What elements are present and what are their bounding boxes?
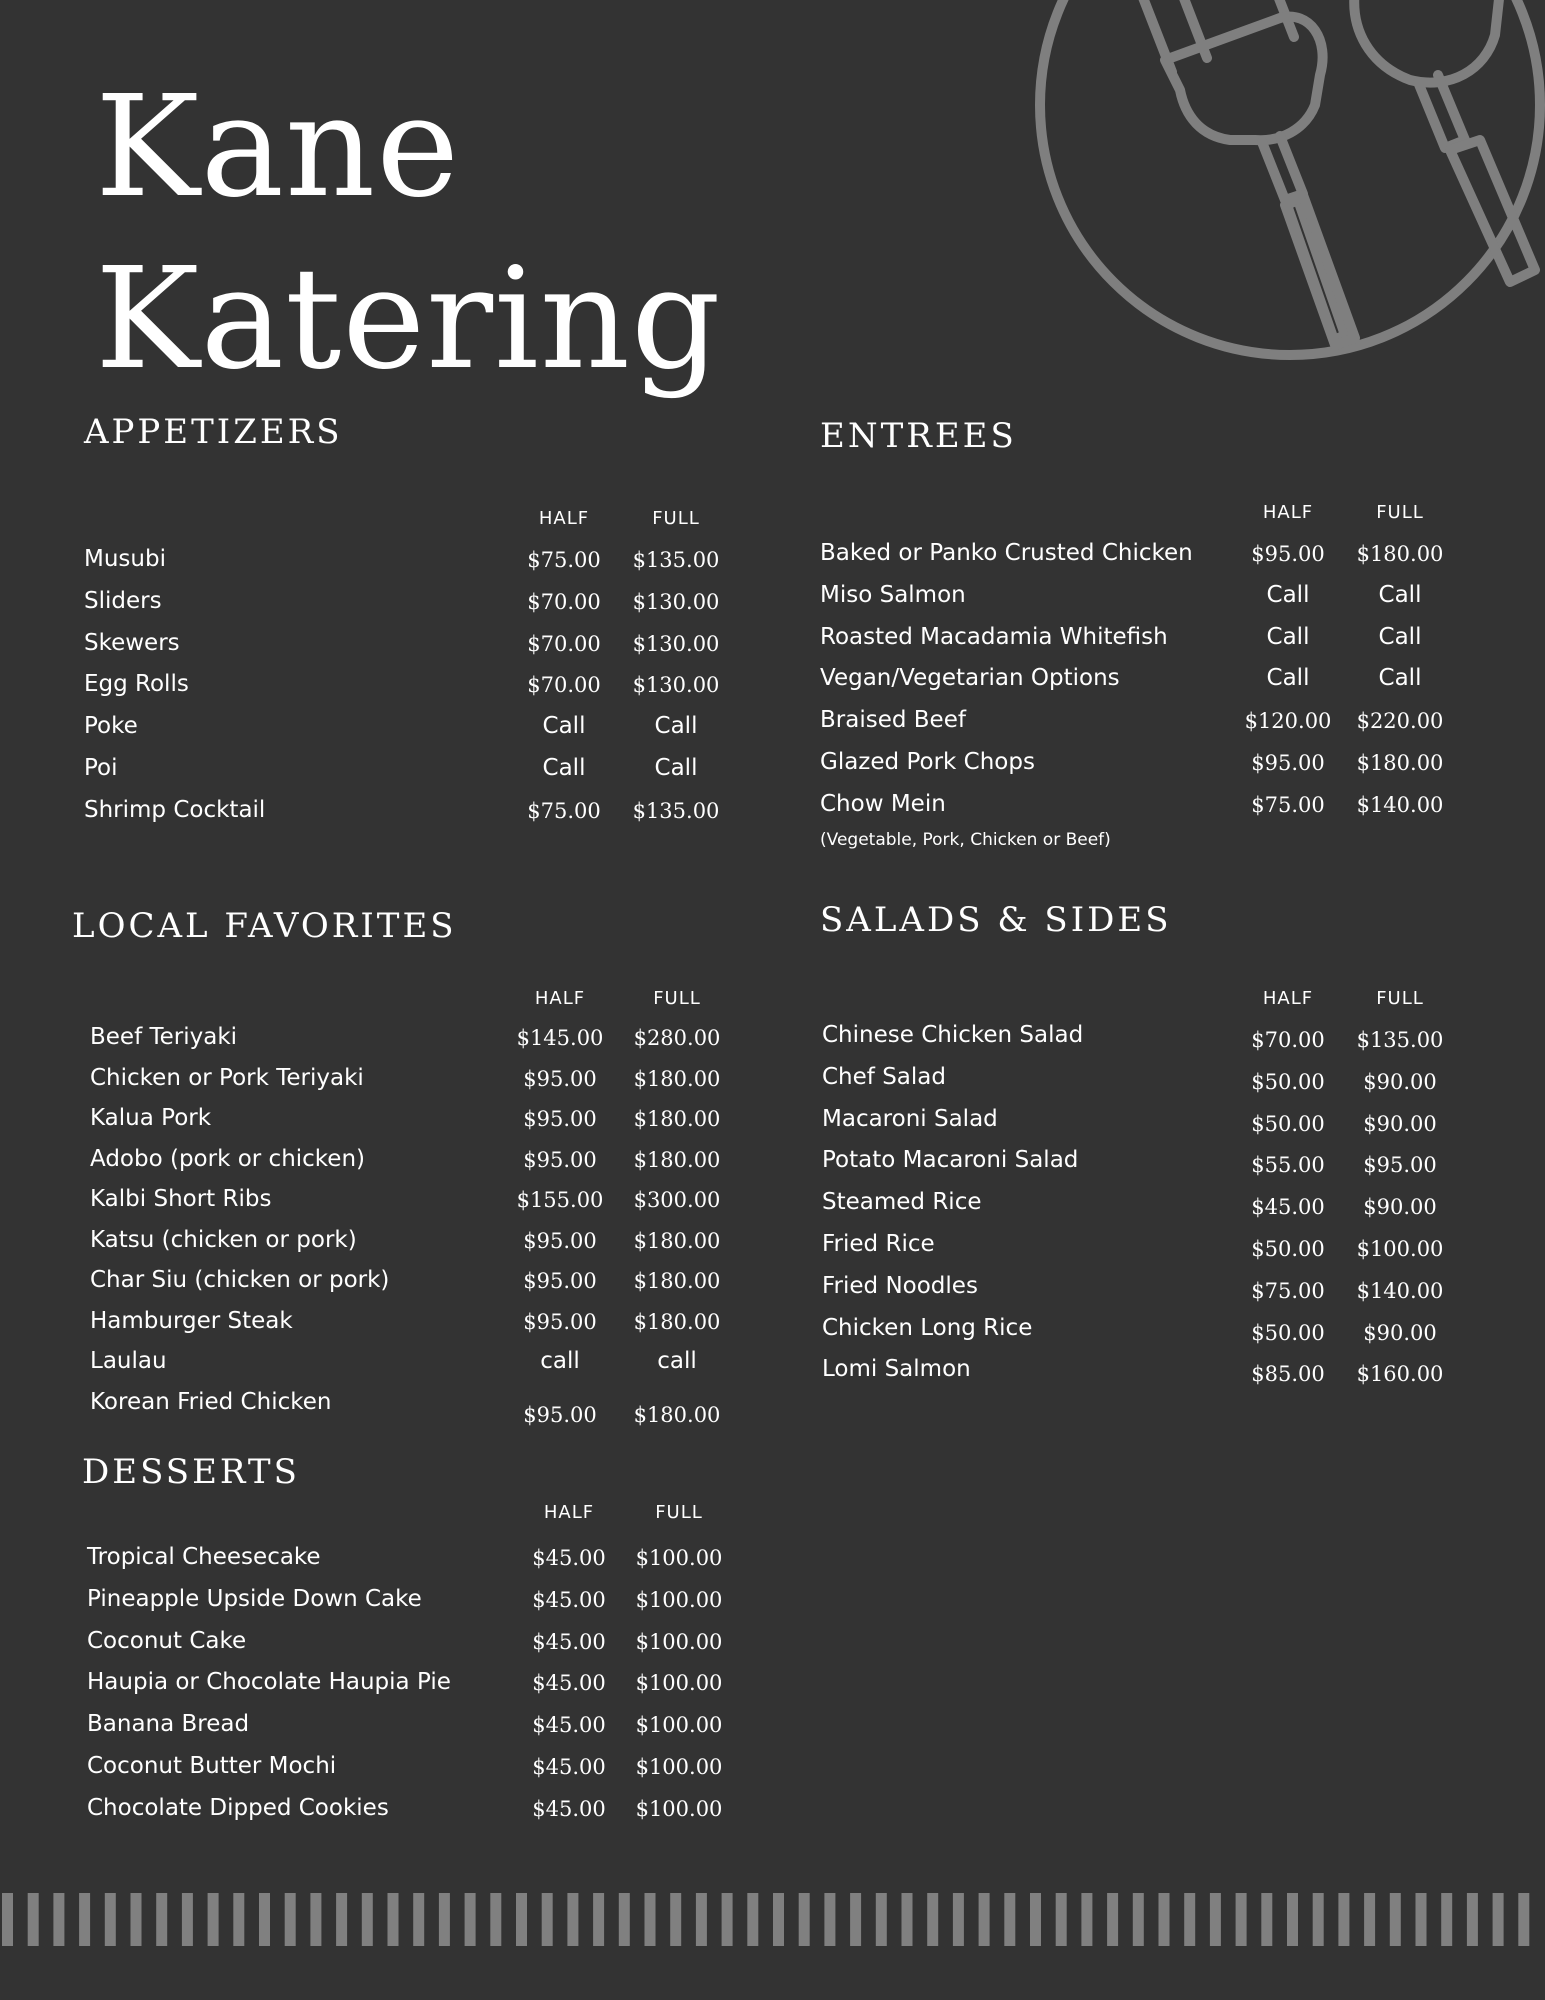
stripe	[747, 1893, 758, 1946]
menu-item	[820, 791, 1460, 833]
price-half: $70.00	[1251, 1028, 1325, 1052]
price-full: $100.00	[635, 1713, 723, 1738]
price-full: $90.00	[1363, 1320, 1437, 1345]
item-name: Coconut Butter Mochi	[87, 1752, 337, 1779]
menu-item	[84, 755, 724, 797]
section-title: LOCAL FAVORITES	[72, 906, 457, 946]
stripe	[1518, 1893, 1529, 1946]
menu-item	[90, 1389, 730, 1430]
menu-item	[820, 749, 1460, 791]
stripe	[28, 1893, 39, 1946]
stripe	[1441, 1893, 1452, 1946]
stripe	[773, 1893, 784, 1946]
price-half: $70.00	[527, 589, 601, 614]
column-header-full: FULL	[652, 508, 700, 529]
price-full: $180.00	[633, 1147, 721, 1172]
price-full: $100.00	[635, 1629, 723, 1654]
price-half: $95.00	[523, 1066, 597, 1091]
stripe	[208, 1893, 219, 1946]
price-full: $180.00	[633, 1228, 721, 1253]
stripe	[1416, 1893, 1427, 1946]
menu-item	[90, 1105, 730, 1146]
price-full: $90.00	[1363, 1069, 1437, 1094]
item-name: Hamburger Steak	[90, 1307, 293, 1334]
price-full: $130.00	[632, 631, 720, 656]
stripe-border	[0, 1893, 1545, 1946]
item-name: Poi	[84, 754, 118, 781]
menu-item	[90, 1146, 730, 1187]
menu-item	[822, 1356, 1462, 1398]
stripe	[1210, 1893, 1221, 1946]
price-half: Call	[1266, 665, 1310, 692]
stripe	[1107, 1893, 1118, 1946]
stripe	[1236, 1893, 1247, 1946]
chow-mein-note: (Vegetable, Pork, Chicken or Beef)	[820, 830, 1111, 850]
stripe	[902, 1893, 913, 1946]
price-half: $75.00	[1251, 1278, 1325, 1303]
menu-item	[87, 1753, 727, 1795]
section-salads-sides	[820, 900, 1480, 1400]
menu-item	[90, 1186, 730, 1227]
item-name: Fried Rice	[822, 1230, 935, 1257]
stripe	[1313, 1893, 1324, 1946]
menu-item	[84, 546, 724, 588]
column-header-half: HALF	[1262, 502, 1314, 523]
price-half: Call	[542, 754, 586, 781]
menu-item	[90, 1308, 730, 1349]
menu-item	[90, 1024, 730, 1065]
title-line-2: Katering	[95, 238, 722, 401]
price-full: $100.00	[635, 1796, 723, 1821]
price-full: $180.00	[633, 1107, 721, 1131]
item-name: Chow Mein	[820, 790, 946, 817]
stripe	[388, 1893, 399, 1946]
price-half: $95.00	[523, 1228, 597, 1253]
stripe	[567, 1893, 578, 1946]
price-half: $145.00	[516, 1026, 604, 1050]
stripe	[413, 1893, 424, 1946]
price-half: $45.00	[532, 1629, 606, 1654]
menu-item	[822, 1315, 1462, 1357]
stripe	[53, 1893, 64, 1946]
stripe	[1030, 1893, 1041, 1946]
stripe	[465, 1893, 476, 1946]
item-name: Coconut Cake	[87, 1627, 247, 1654]
price-half: $50.00	[1251, 1236, 1325, 1261]
price-full: $180.00	[1356, 750, 1444, 775]
price-half: $75.00	[527, 548, 601, 572]
stripe	[1056, 1893, 1067, 1946]
item-name: Kalua Pork	[90, 1105, 212, 1131]
stripe	[105, 1893, 116, 1946]
stripe	[1004, 1893, 1015, 1946]
price-full: $130.00	[632, 589, 720, 614]
menu-item	[822, 1147, 1462, 1189]
price-full: $140.00	[1356, 792, 1444, 817]
price-full: $220.00	[1356, 709, 1444, 734]
stripe	[490, 1893, 501, 1946]
stripe	[259, 1893, 270, 1946]
stripe	[876, 1893, 887, 1946]
item-name: Musubi	[84, 546, 166, 572]
menu-item	[84, 713, 724, 755]
item-name: Sliders	[84, 587, 162, 614]
price-full: Call	[1378, 581, 1422, 608]
item-name: Miso Salmon	[820, 581, 966, 608]
menu-item	[87, 1669, 727, 1711]
stripe	[79, 1893, 90, 1946]
price-half: call	[540, 1348, 580, 1374]
stripe	[233, 1893, 244, 1946]
price-full: $130.00	[632, 673, 720, 698]
item-name: Steamed Rice	[822, 1189, 982, 1216]
menu-item	[84, 630, 724, 672]
price-half: $95.00	[523, 1269, 597, 1293]
menu-item	[87, 1586, 727, 1628]
item-name: Haupia or Chocolate Haupia Pie	[87, 1669, 451, 1696]
stripe	[824, 1893, 835, 1946]
price-half: $50.00	[1251, 1111, 1325, 1136]
item-name: Banana Bread	[87, 1711, 250, 1738]
price-half: $45.00	[532, 1754, 606, 1779]
stripe	[1133, 1893, 1144, 1946]
item-name: Adobo (pork or chicken)	[90, 1145, 366, 1172]
price-full: $180.00	[633, 1309, 721, 1334]
stripe	[285, 1893, 296, 1946]
stripe	[799, 1893, 810, 1946]
item-name: Glazed Pork Chops	[820, 748, 1035, 775]
price-half: $70.00	[527, 673, 601, 698]
price-full: $100.00	[635, 1587, 723, 1612]
item-name: Lomi Salmon	[822, 1356, 971, 1383]
item-name: Chocolate Dipped Cookies	[87, 1794, 389, 1821]
stripe	[1467, 1893, 1478, 1946]
section-title: APPETIZERS	[84, 412, 343, 452]
stripe	[850, 1893, 861, 1946]
menu-item	[87, 1628, 727, 1670]
price-half: Call	[1266, 581, 1310, 608]
section-local-favorites	[72, 906, 732, 1436]
stripe	[927, 1893, 938, 1946]
item-name: Chicken or Pork Teriyaki	[90, 1064, 364, 1091]
menu-item	[820, 582, 1460, 624]
price-full: $180.00	[1356, 542, 1444, 566]
menu-item	[820, 624, 1460, 666]
price-full: $300.00	[633, 1188, 721, 1212]
item-name: Chicken Long Rice	[822, 1314, 1033, 1341]
price-half: Call	[542, 713, 586, 740]
price-full: $160.00	[1356, 1362, 1444, 1387]
menu-item	[84, 797, 724, 839]
price-full: $180.00	[633, 1066, 721, 1091]
menu-item	[87, 1795, 727, 1837]
price-half: Call	[1266, 623, 1310, 650]
stripe	[1493, 1893, 1504, 1946]
price-full: $100.00	[635, 1754, 723, 1779]
stripe	[696, 1893, 707, 1946]
price-full: $95.00	[1363, 1153, 1437, 1178]
column-header-half: HALF	[538, 508, 590, 529]
stripe	[542, 1893, 553, 1946]
price-half: $70.00	[527, 631, 601, 656]
price-half: $95.00	[1251, 750, 1325, 775]
item-name: Macaroni Salad	[822, 1105, 998, 1132]
section-title: SALADS & SIDES	[820, 900, 1172, 940]
price-half: $45.00	[532, 1587, 606, 1612]
price-full: $180.00	[633, 1402, 721, 1427]
stripe	[1390, 1893, 1401, 1946]
item-name: Tropical Cheesecake	[87, 1544, 321, 1570]
item-name: Poke	[84, 713, 138, 740]
stripe	[619, 1893, 630, 1946]
menu-item	[87, 1544, 727, 1586]
section-title: DESSERTS	[82, 1452, 300, 1492]
price-full: $280.00	[633, 1026, 721, 1050]
price-half: $95.00	[523, 1147, 597, 1172]
stripe	[593, 1893, 604, 1946]
menu-item	[820, 665, 1460, 707]
stripe	[182, 1893, 193, 1946]
menu-item	[822, 1106, 1462, 1148]
item-name: Fried Noodles	[822, 1272, 978, 1299]
stripe	[336, 1893, 347, 1946]
section-entrees	[820, 416, 1460, 866]
section-appetizers	[84, 412, 724, 832]
section-desserts	[82, 1452, 742, 1832]
menu-item	[820, 540, 1460, 582]
menu-item	[822, 1189, 1462, 1231]
item-name: Katsu (chicken or pork)	[90, 1226, 357, 1253]
column-header-full: FULL	[1376, 502, 1424, 523]
price-full: $135.00	[632, 548, 720, 572]
item-name: Chinese Chicken Salad	[822, 1022, 1084, 1048]
price-half: $85.00	[1251, 1362, 1325, 1387]
title-line-1: Kane	[95, 66, 461, 229]
stripe	[1159, 1893, 1170, 1946]
item-name: Baked or Panko Crusted Chicken	[820, 540, 1193, 566]
price-half: $95.00	[523, 1107, 597, 1131]
item-name: Kalbi Short Ribs	[90, 1186, 272, 1212]
item-name: Skewers	[84, 629, 180, 656]
stripe	[310, 1893, 321, 1946]
price-full: $100.00	[635, 1546, 723, 1570]
menu-item	[822, 1064, 1462, 1106]
stripe	[645, 1893, 656, 1946]
menu-item	[87, 1711, 727, 1753]
price-full: Call	[1378, 623, 1422, 650]
price-half: $75.00	[1251, 792, 1325, 817]
price-full: Call	[1378, 665, 1422, 692]
stripe	[156, 1893, 167, 1946]
price-half: $95.00	[523, 1309, 597, 1334]
price-full: $100.00	[1356, 1236, 1444, 1261]
column-header-half: HALF	[534, 988, 586, 1009]
menu-item	[90, 1348, 730, 1389]
stripe	[1261, 1893, 1272, 1946]
price-half: $50.00	[1251, 1320, 1325, 1345]
item-name: Potato Macaroni Salad	[822, 1147, 1079, 1174]
item-name: Beef Teriyaki	[90, 1024, 238, 1050]
price-half: $45.00	[532, 1671, 606, 1696]
menu-item	[84, 588, 724, 630]
stripe	[1287, 1893, 1298, 1946]
stripe	[2, 1893, 13, 1946]
restaurant-title	[95, 62, 722, 406]
price-half: $95.00	[1251, 542, 1325, 566]
price-half: $75.00	[527, 798, 601, 823]
column-header-full: FULL	[653, 988, 701, 1009]
price-half: $50.00	[1251, 1069, 1325, 1094]
stripe	[722, 1893, 733, 1946]
price-half: $95.00	[523, 1402, 597, 1427]
stripe	[362, 1893, 373, 1946]
item-name: Laulau	[90, 1348, 167, 1374]
stripe	[979, 1893, 990, 1946]
item-name: Chef Salad	[822, 1063, 946, 1090]
menu-item	[90, 1227, 730, 1268]
stripe	[1184, 1893, 1195, 1946]
column-header-full: FULL	[655, 1502, 703, 1523]
stripe	[953, 1893, 964, 1946]
stripe	[1338, 1893, 1349, 1946]
menu-item	[822, 1022, 1462, 1064]
column-header-half: HALF	[1262, 988, 1314, 1009]
stripe	[516, 1893, 527, 1946]
stripe	[1364, 1893, 1375, 1946]
price-full: $135.00	[1356, 1028, 1444, 1052]
column-header-half: HALF	[543, 1502, 595, 1523]
item-name: Egg Rolls	[84, 671, 189, 698]
menu-item	[90, 1065, 730, 1106]
column-header-full: FULL	[1376, 988, 1424, 1009]
price-full: $100.00	[635, 1671, 723, 1696]
menu-item	[84, 671, 724, 713]
price-full: $180.00	[633, 1269, 721, 1293]
price-half: $45.00	[532, 1796, 606, 1821]
price-half: $55.00	[1251, 1153, 1325, 1178]
price-full: $90.00	[1363, 1195, 1437, 1220]
price-full: $140.00	[1356, 1278, 1444, 1303]
item-name: Vegan/Vegetarian Options	[820, 665, 1120, 692]
price-full: Call	[654, 713, 698, 740]
stripe	[131, 1893, 142, 1946]
price-half: $120.00	[1244, 709, 1332, 734]
price-full: $90.00	[1363, 1111, 1437, 1136]
price-half: $155.00	[516, 1188, 604, 1212]
price-full: call	[657, 1348, 697, 1374]
price-half: $45.00	[532, 1713, 606, 1738]
price-half: $45.00	[532, 1546, 606, 1570]
menu-item	[822, 1231, 1462, 1273]
menu-item	[822, 1273, 1462, 1315]
price-half: $45.00	[1251, 1195, 1325, 1220]
item-name: Char Siu (chicken or pork)	[90, 1267, 390, 1293]
stripe	[1081, 1893, 1092, 1946]
menu-item	[90, 1267, 730, 1308]
item-name: Pineapple Upside Down Cake	[87, 1585, 422, 1612]
stripe	[670, 1893, 681, 1946]
item-name: Braised Beef	[820, 707, 966, 734]
stripe	[439, 1893, 450, 1946]
item-name: Roasted Macadamia Whitefish	[820, 623, 1168, 650]
price-full: Call	[654, 754, 698, 781]
price-full: $135.00	[632, 798, 720, 823]
menu-item	[820, 707, 1460, 749]
item-name: Korean Fried Chicken	[90, 1388, 332, 1415]
section-title: ENTREES	[820, 416, 1017, 456]
item-name: Shrimp Cocktail	[84, 796, 266, 823]
